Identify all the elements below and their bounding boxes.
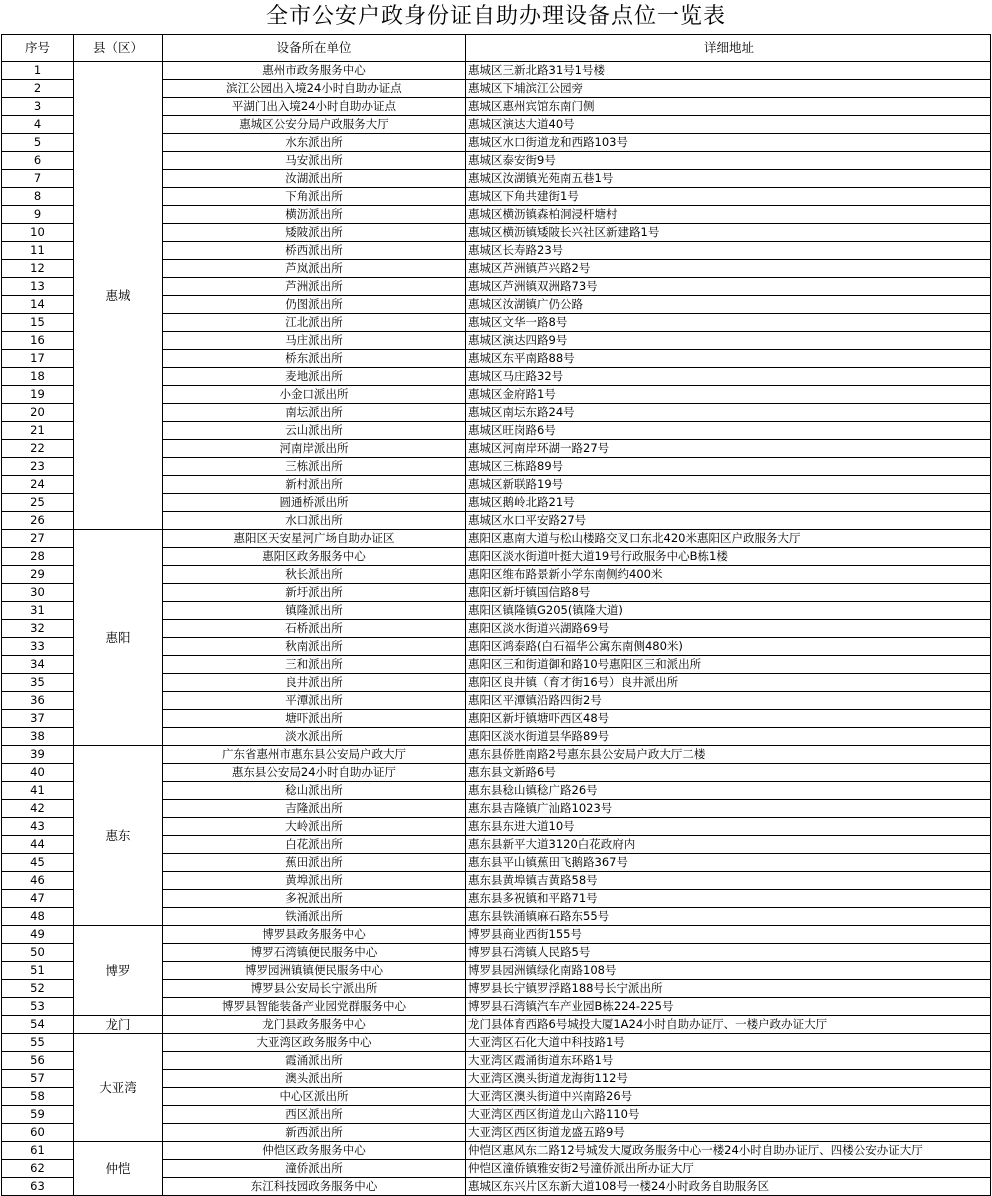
unit-cell: 水东派出所 [163,134,466,152]
unit-cell: 博罗县公安局长宁派出所 [163,980,466,998]
row-number: 45 [2,854,74,872]
row-number: 8 [2,188,74,206]
row-number: 63 [2,1178,74,1196]
row-number: 33 [2,638,74,656]
header-number: 序号 [2,35,74,62]
county-cell: 大亚湾 [74,1034,163,1142]
row-number: 34 [2,656,74,674]
row-number: 52 [2,980,74,998]
address-cell: 惠城区旺岗路6号 [466,422,991,440]
address-cell: 惠城区河南岸环湖一路27号 [466,440,991,458]
row-number: 11 [2,242,74,260]
row-number: 43 [2,818,74,836]
address-cell: 惠城区惠州宾馆东南门侧 [466,98,991,116]
address-cell: 惠城区演达四路9号 [466,332,991,350]
table-row [2,530,991,548]
unit-cell: 淡水派出所 [163,728,466,746]
address-cell: 博罗县石湾镇汽车产业园B栋224-225号 [466,998,991,1016]
address-cell: 惠东县东进大道10号 [466,818,991,836]
unit-cell: 惠阳区天安星河广场自助办证区 [163,530,466,548]
address-cell: 博罗县石湾镇人民路5号 [466,944,991,962]
row-number: 28 [2,548,74,566]
row-number: 5 [2,134,74,152]
row-number: 35 [2,674,74,692]
address-cell: 惠东县新平大道3120白花政府内 [466,836,991,854]
row-number: 17 [2,350,74,368]
address-cell: 惠城区长寿路23号 [466,242,991,260]
row-number: 61 [2,1142,74,1160]
address-cell: 惠东县稔山镇稔广路26号 [466,782,991,800]
unit-cell: 麦地派出所 [163,368,466,386]
table-row [2,926,991,944]
unit-cell: 小金口派出所 [163,386,466,404]
row-number: 46 [2,872,74,890]
row-number: 12 [2,260,74,278]
address-cell: 惠城区芦洲镇芦兴路2号 [466,260,991,278]
unit-cell: 惠东县公安局24小时自助办证厅 [163,764,466,782]
address-cell: 龙门县体育西路6号城投大厦1A24小时自助办证厅、一楼户政办证大厅 [466,1016,991,1034]
table-body [2,62,991,1196]
unit-cell: 平湖门出入境24小时自助办证点 [163,98,466,116]
table-header-row [2,35,991,62]
address-cell: 惠阳区维布路景新小学东南侧约400米 [466,566,991,584]
address-cell: 惠阳区良井镇（育才街16号）良井派出所 [466,674,991,692]
address-cell: 惠城区芦洲镇双洲路73号 [466,278,991,296]
unit-cell: 惠阳区政务服务中心 [163,548,466,566]
address-cell: 惠东县平山镇蕉田飞鹅路367号 [466,854,991,872]
unit-cell: 芦岚派出所 [163,260,466,278]
row-number: 24 [2,476,74,494]
unit-cell: 云山派出所 [163,422,466,440]
address-cell: 惠阳区三和街道御和路10号惠阳区三和派出所 [466,656,991,674]
address-cell: 惠城区汝湖镇广仍公路 [466,296,991,314]
table-row [2,1142,991,1160]
row-number: 2 [2,80,74,98]
unit-cell: 多祝派出所 [163,890,466,908]
row-number: 60 [2,1124,74,1142]
row-number: 53 [2,998,74,1016]
address-cell: 惠阳区淡水街道兴湖路69号 [466,620,991,638]
unit-cell: 龙门县政务服务中心 [163,1016,466,1034]
unit-cell: 芦洲派出所 [163,278,466,296]
row-number: 30 [2,584,74,602]
unit-cell: 南坛派出所 [163,404,466,422]
address-cell: 惠城区水口平安路27号 [466,512,991,530]
row-number: 22 [2,440,74,458]
address-cell: 惠城区下角共建街1号 [466,188,991,206]
header-address: 详细地址 [466,35,991,62]
address-cell: 惠城区演达大道40号 [466,116,991,134]
row-number: 37 [2,710,74,728]
row-number: 15 [2,314,74,332]
row-number: 18 [2,368,74,386]
unit-cell: 西区派出所 [163,1106,466,1124]
row-number: 21 [2,422,74,440]
address-cell: 惠城区泰安街9号 [466,152,991,170]
row-number: 19 [2,386,74,404]
unit-cell: 江北派出所 [163,314,466,332]
row-number: 10 [2,224,74,242]
unit-cell: 三和派出所 [163,656,466,674]
address-cell: 惠阳区淡水街道叶挺大道19号行政服务中心B栋1楼 [466,548,991,566]
address-cell: 惠城区东兴片区东新大道108号一楼24小时政务自助服务区 [466,1178,991,1196]
unit-cell: 秋南派出所 [163,638,466,656]
address-cell: 惠城区南坛东路24号 [466,404,991,422]
row-number: 7 [2,170,74,188]
unit-cell: 下角派出所 [163,188,466,206]
address-cell: 大亚湾区澳头街道龙海街112号 [466,1070,991,1088]
unit-cell: 河南岸派出所 [163,440,466,458]
unit-cell: 汝湖派出所 [163,170,466,188]
unit-cell: 平潭派出所 [163,692,466,710]
address-cell: 博罗县长宁镇罗浮路188号长宁派出所 [466,980,991,998]
row-number: 20 [2,404,74,422]
row-number: 27 [2,530,74,548]
address-cell: 惠城区金府路1号 [466,386,991,404]
row-number: 32 [2,620,74,638]
address-cell: 惠阳区平潭镇沿路四街2号 [466,692,991,710]
unit-cell: 黄埠派出所 [163,872,466,890]
address-cell: 惠城区鹅岭北路21号 [466,494,991,512]
row-number: 59 [2,1106,74,1124]
row-number: 1 [2,62,74,80]
header-unit: 设备所在单位 [163,35,466,62]
row-number: 9 [2,206,74,224]
county-cell: 惠阳 [74,530,163,746]
unit-cell: 桥西派出所 [163,242,466,260]
unit-cell: 澳头派出所 [163,1070,466,1088]
unit-cell: 蕉田派出所 [163,854,466,872]
unit-cell: 水口派出所 [163,512,466,530]
unit-cell: 桥东派出所 [163,350,466,368]
row-number: 51 [2,962,74,980]
unit-cell: 石桥派出所 [163,620,466,638]
row-number: 49 [2,926,74,944]
unit-cell: 吉隆派出所 [163,800,466,818]
unit-cell: 新圩派出所 [163,584,466,602]
unit-cell: 良井派出所 [163,674,466,692]
address-cell: 惠东县多祝镇和平路71号 [466,890,991,908]
address-cell: 仲恺区惠风东二路12号城发大厦政务服务中心一楼24小时自助办证厅、四楼公安办证大厅 [466,1142,991,1160]
unit-cell: 马安派出所 [163,152,466,170]
row-number: 25 [2,494,74,512]
row-number: 42 [2,800,74,818]
row-number: 14 [2,296,74,314]
address-cell: 惠阳区新圩镇塘吓西区48号 [466,710,991,728]
row-number: 58 [2,1088,74,1106]
row-number: 39 [2,746,74,764]
unit-cell: 惠州市政务服务中心 [163,62,466,80]
address-cell: 大亚湾区石化大道中科技路1号 [466,1034,991,1052]
unit-cell: 潼侨派出所 [163,1160,466,1178]
row-number: 54 [2,1016,74,1034]
row-number: 50 [2,944,74,962]
row-number: 56 [2,1052,74,1070]
unit-cell: 仍图派出所 [163,296,466,314]
location-table [1,34,991,1196]
unit-cell: 矮陂派出所 [163,224,466,242]
row-number: 62 [2,1160,74,1178]
row-number: 3 [2,98,74,116]
county-cell: 博罗 [74,926,163,1016]
table-row [2,1034,991,1052]
address-cell: 惠城区下埔滨江公园旁 [466,80,991,98]
page-title: 全市公安户政身份证自助办理设备点位一览表 [265,4,726,29]
unit-cell: 中心区派出所 [163,1088,466,1106]
address-cell: 大亚湾区西区街道龙盛五路9号 [466,1124,991,1142]
unit-cell: 惠城区公安分局户政服务大厅 [163,116,466,134]
unit-cell: 三栋派出所 [163,458,466,476]
county-cell: 惠城 [74,62,163,530]
address-cell: 大亚湾区霞涌街道东环路1号 [466,1052,991,1070]
table-row [2,746,991,764]
row-number: 13 [2,278,74,296]
unit-cell: 博罗县智能装备产业园党群服务中心 [163,998,466,1016]
header-county: 县（区） [74,35,163,62]
unit-cell: 东江科技园政务服务中心 [163,1178,466,1196]
address-cell: 惠城区东平南路88号 [466,350,991,368]
row-number: 23 [2,458,74,476]
unit-cell: 博罗县政务服务中心 [163,926,466,944]
row-number: 36 [2,692,74,710]
address-cell: 大亚湾区澳头街道中兴南路26号 [466,1088,991,1106]
address-cell: 大亚湾区西区街道龙山六路110号 [466,1106,991,1124]
address-cell: 惠城区文华一路8号 [466,314,991,332]
unit-cell: 博罗园洲镇镇便民服务中心 [163,962,466,980]
address-cell: 惠城区横沥镇矮陂长兴社区新建路1号 [466,224,991,242]
address-cell: 惠东县侨胜南路2号惠东县公安局户政大厅二楼 [466,746,991,764]
address-cell: 惠东县吉隆镇广汕路1023号 [466,800,991,818]
unit-cell: 新村派出所 [163,476,466,494]
address-cell: 博罗县园洲镇绿化南路108号 [466,962,991,980]
unit-cell: 白花派出所 [163,836,466,854]
unit-cell: 圆通桥派出所 [163,494,466,512]
row-number: 41 [2,782,74,800]
unit-cell: 塘吓派出所 [163,710,466,728]
address-cell: 惠阳区淡水街道昙华路89号 [466,728,991,746]
table-row [2,1016,991,1034]
address-cell: 惠东县黄埠镇吉黄路58号 [466,872,991,890]
address-cell: 仲恺区潼侨镇雅安街2号潼侨派出所办证大厅 [466,1160,991,1178]
address-cell: 惠城区横沥镇森柏洞浸杆塘村 [466,206,991,224]
unit-cell: 仲恺区政务服务中心 [163,1142,466,1160]
county-cell: 惠东 [74,746,163,926]
unit-cell: 新西派出所 [163,1124,466,1142]
row-number: 29 [2,566,74,584]
address-cell: 惠城区马庄路32号 [466,368,991,386]
address-cell: 惠阳区镇隆镇G205(镇隆大道) [466,602,991,620]
row-number: 47 [2,890,74,908]
unit-cell: 广东省惠州市惠东县公安局户政大厅 [163,746,466,764]
row-number: 31 [2,602,74,620]
unit-cell: 镇隆派出所 [163,602,466,620]
row-number: 40 [2,764,74,782]
address-cell: 惠城区三新北路31号1号楼 [466,62,991,80]
row-number: 4 [2,116,74,134]
row-number: 26 [2,512,74,530]
address-cell: 惠阳区鸿泰路(白石福华公寓东南侧480米) [466,638,991,656]
unit-cell: 博罗石湾镇便民服务中心 [163,944,466,962]
unit-cell: 铁涌派出所 [163,908,466,926]
unit-cell: 滨江公园出入境24小时自助办证点 [163,80,466,98]
address-cell: 惠东县铁涌镇麻石路东55号 [466,908,991,926]
unit-cell: 霞涌派出所 [163,1052,466,1070]
address-cell: 惠东县文新路6号 [466,764,991,782]
county-cell: 仲恺 [74,1142,163,1196]
address-cell: 惠城区新联路19号 [466,476,991,494]
row-number: 57 [2,1070,74,1088]
row-number: 44 [2,836,74,854]
unit-cell: 大亚湾区政务服务中心 [163,1034,466,1052]
row-number: 6 [2,152,74,170]
table-row [2,62,991,80]
row-number: 16 [2,332,74,350]
unit-cell: 大岭派出所 [163,818,466,836]
address-cell: 惠阳区新圩镇国信路8号 [466,584,991,602]
unit-cell: 马庄派出所 [163,332,466,350]
address-cell: 博罗县商业西街155号 [466,926,991,944]
unit-cell: 秋长派出所 [163,566,466,584]
unit-cell: 横沥派出所 [163,206,466,224]
unit-cell: 稔山派出所 [163,782,466,800]
row-number: 48 [2,908,74,926]
address-cell: 惠城区汝湖镇光苑南五巷1号 [466,170,991,188]
county-cell: 龙门 [74,1016,163,1034]
row-number: 55 [2,1034,74,1052]
address-cell: 惠城区三栋路89号 [466,458,991,476]
address-cell: 惠城区水口街道龙和西路103号 [466,134,991,152]
row-number: 38 [2,728,74,746]
address-cell: 惠阳区惠南大道与松山楼路交叉口东北420米惠阳区户政服务大厅 [466,530,991,548]
